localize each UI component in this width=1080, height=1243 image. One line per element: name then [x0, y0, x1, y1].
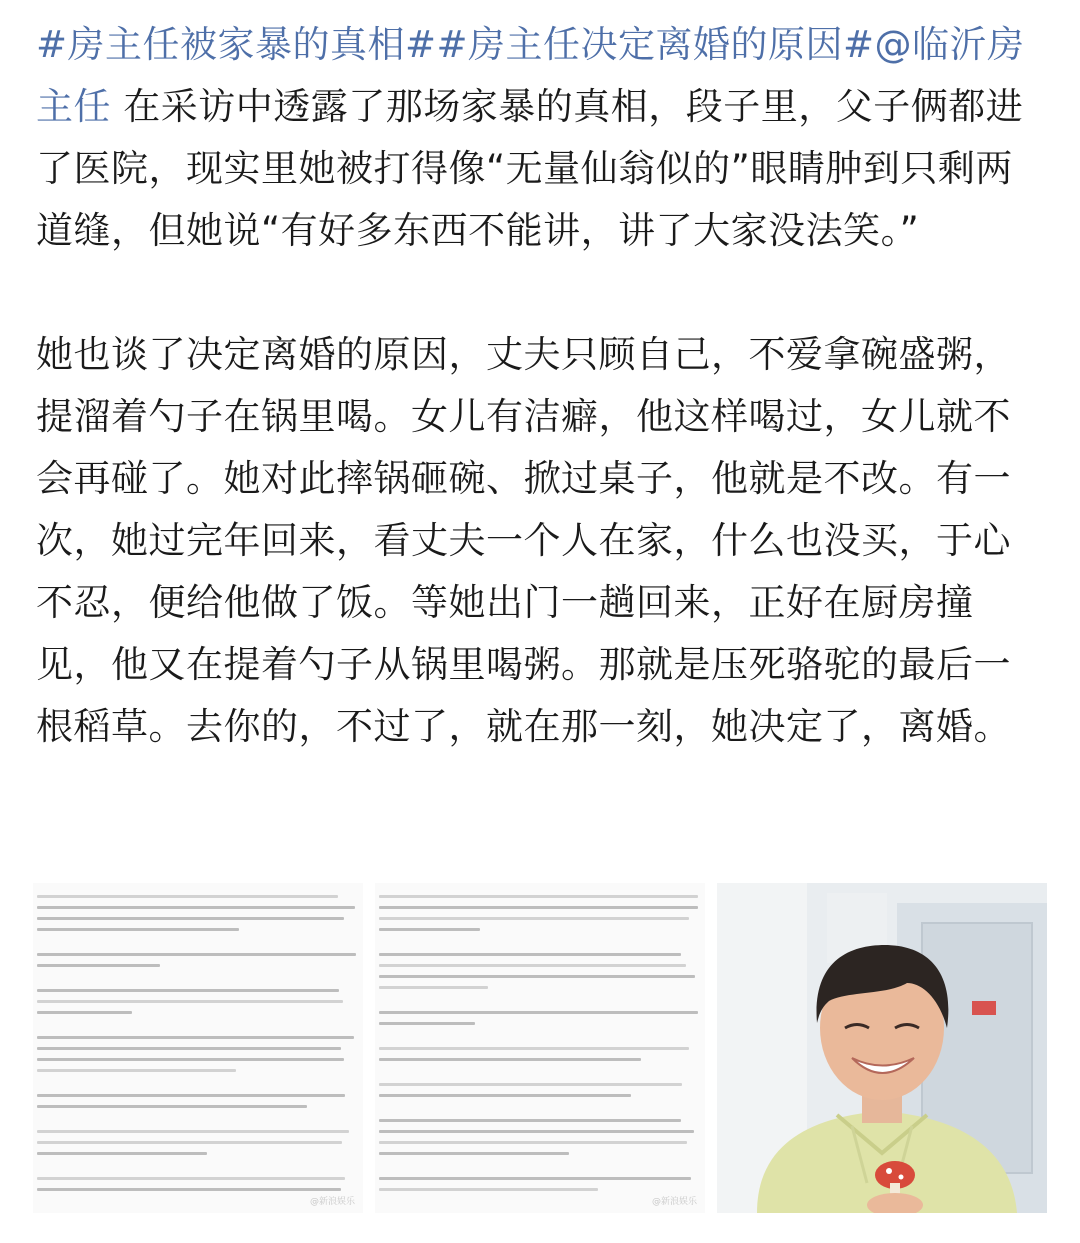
article-text-line [37, 1152, 207, 1155]
article-text-line [37, 1177, 345, 1180]
article-text-line [37, 1130, 349, 1133]
watermark: @新浪娱乐 [651, 1197, 697, 1207]
article-text-line [379, 1119, 681, 1122]
article-text-line [37, 1105, 307, 1108]
article-text-line [37, 917, 344, 920]
article-text-line [379, 917, 689, 920]
article-text-line [37, 1141, 342, 1144]
article-text-line [379, 1152, 569, 1155]
article-text-line [37, 1047, 341, 1050]
article-screenshot-2[interactable] [375, 883, 705, 1213]
article-text-line [37, 953, 356, 956]
article-text-line [37, 964, 160, 967]
post-paragraph-1 [36, 14, 1044, 262]
article-text-line [37, 1011, 132, 1014]
article-text-line [379, 906, 698, 909]
image-grid [33, 880, 1047, 1217]
article-text-line [379, 1177, 691, 1180]
article-text-line [379, 1047, 689, 1050]
article-text-line [379, 1141, 687, 1144]
article-text-line [379, 1188, 598, 1191]
portrait-photo[interactable] [717, 883, 1047, 1213]
mention-link[interactable]: @临沂房主任 [36, 23, 1025, 128]
article-text-line [379, 964, 686, 967]
post-text: 在采访中透露了那场家暴的真相，段子里，父子俩都进了医院，现实里她被打得像“无量仙翁似的”眼睛肿到只剩两道缝，但她说“有好多东西不能讲，讲了大家没法笑。” [36, 85, 1024, 252]
article-text-line [379, 1022, 475, 1025]
article-text-line [379, 1058, 641, 1061]
article-screenshot-1[interactable] [33, 883, 363, 1213]
article-text-line [37, 895, 338, 898]
article-text-line [379, 895, 698, 898]
article-text-line [379, 928, 480, 931]
article-text-line [379, 1130, 694, 1133]
hashtag-link[interactable]: #房主任决定离婚的原因# [436, 23, 875, 66]
article-text-line [379, 1094, 631, 1097]
watermark: @新浪娱乐 [309, 1197, 355, 1207]
post-paragraph-2: 她也谈了决定离婚的原因，丈夫只顾自己，不爱拿碗盛粥，提溜着勺子在锅里喝。女儿有洁癖，他这样喝过，女儿就不会再碰了。她对此摔锅砸碗、掀过桌子，他就是不改。有一次，她过完年回来，看丈夫一个人在家，什么也没买，于心不忍，便给他做了饭。等她出门一趟回来，正好在厨房撞见，他又在提着勺子从锅里喝粥。那就是压死骆驼的最后一根稻草。去你的，不过了，就在那一刻，她决定了，离婚。 [36, 333, 1011, 748]
hashtag-link[interactable]: #房主任被家暴的真相# [36, 23, 437, 66]
post-body [36, 14, 1044, 758]
article-text-line [37, 906, 355, 909]
article-text-line [37, 1058, 344, 1061]
article-text-line [37, 1000, 343, 1003]
article-text-line [37, 1069, 236, 1072]
article-text-line [379, 975, 695, 978]
article-text-line [379, 986, 488, 989]
article-text-line [37, 989, 339, 992]
article-text-line [37, 1094, 345, 1097]
article-text-line [37, 1036, 354, 1039]
article-text-line [379, 1083, 682, 1086]
article-text-line [37, 928, 239, 931]
article-text-line [37, 1188, 341, 1191]
article-text-line [379, 953, 681, 956]
paragraph-spacer [36, 262, 1044, 324]
portrait-illustration [717, 883, 1047, 1213]
article-text-line [379, 1011, 698, 1014]
